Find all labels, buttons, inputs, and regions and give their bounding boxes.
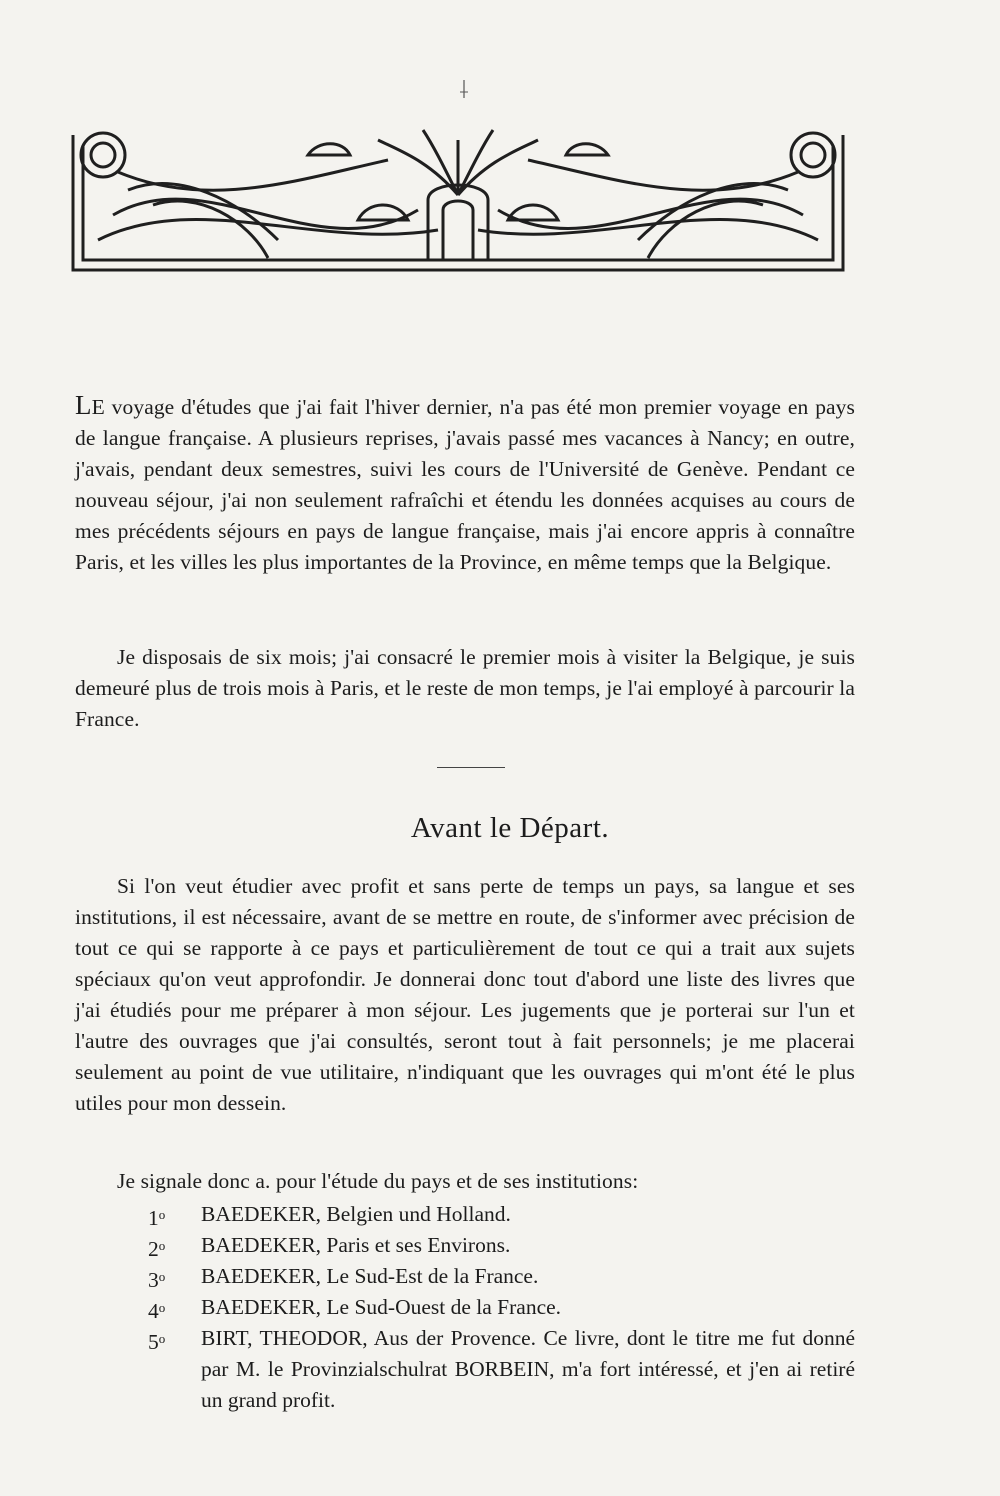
third-paragraph-block [75,871,855,1119]
reference-text: BAEDEKER, Belgien und Holland. [201,1202,511,1226]
reference-text: BIRT, THEODOR, Aus der Provence. Ce livre, dont le titre me fut donné par M. le Provinzialschulrat BORBEIN, m'a fort intéressé, et j'en ai retiré un grand profit. [201,1326,855,1412]
drop-cap: L [75,390,92,420]
second-paragraph: Je disposais de six mois; j'ai consacré le premier mois à visiter la Belgique, je suis demeuré plus de trois mois à Paris, et le reste de mon temps, je l'ai employé à parcourir la France. [75,645,855,731]
second-paragraph-block [75,642,855,735]
fourth-paragraph: Je signale donc a. pour l'étude du pays et de ses institutions: [117,1169,639,1193]
reference-text: BAEDEKER, Paris et ses Environs. [201,1233,511,1257]
reference-number: 5$^o$ [148,1330,166,1354]
reference-number: 2$^o$ [148,1237,166,1261]
reference-item [75,1230,855,1261]
section-divider [437,767,505,768]
reference-item [75,1292,855,1323]
reference-item [75,1199,855,1230]
reference-number: 3$^o$ [148,1268,166,1292]
reference-text: BAEDEKER, Le Sud-Ouest de la France. [201,1295,562,1319]
reference-number: 4$^o$ [148,1299,166,1323]
reference-item [75,1261,855,1292]
reference-item [75,1323,855,1416]
printers-mark-icon [455,78,473,100]
intro-text: voyage d'études que j'ai fait l'hiver dernier, n'a pas été mon premier voyage en pays de langue française. A plusieurs reprises, j'avais passé mes vacances à Nancy; en outre, j'avais, pendant deux semestres, suivi les cours de l'Université de Genève. Pendant ce nouveau séjour, j'ai non seulement rafraîchi et étendu les données acquises au cours de mes précédents séjours en pays de langue française, mais j'ai encore appris à connaître Paris, et les villes les plus importantes de la Province, en même temps que la Belgique. [75,395,855,574]
small-cap: E [91,395,105,419]
reference-text: BAEDEKER, Le Sud-Est de la France. [201,1264,539,1288]
third-paragraph: Si l'on veut étudier avec profit et sans perte de temps un pays, sa langue et ses institutions, il est nécessaire, avant de se mettre en route, de s'informer avec précision de tout ce qui se rapporte à ce pays et particulièrement de tout ce qui a trait aux sujets spéciaux qu'on veut approfondir. Je donnerai donc tout d'abord une liste des livres que j'ai étudiés pour me préparer à mon séjour. Les jugements que je porterai sur l'un et l'autre des ouvrages que j'ai consultés, seront tout à fait personnels; je me placerai seulement au point de vue utilitaire, n'indiquant que les ouvrages qui m'ont été le plus utiles pour mon dessein. [75,874,855,1115]
intro-paragraph-block [75,390,855,578]
intro-paragraph [75,390,855,578]
section-heading: Avant le Départ. [410,812,610,844]
fourth-paragraph-block [75,1166,855,1197]
reference-list [75,1199,855,1416]
reference-number: 1$^o$ [148,1206,166,1230]
art-nouveau-headpiece-icon [58,120,858,280]
